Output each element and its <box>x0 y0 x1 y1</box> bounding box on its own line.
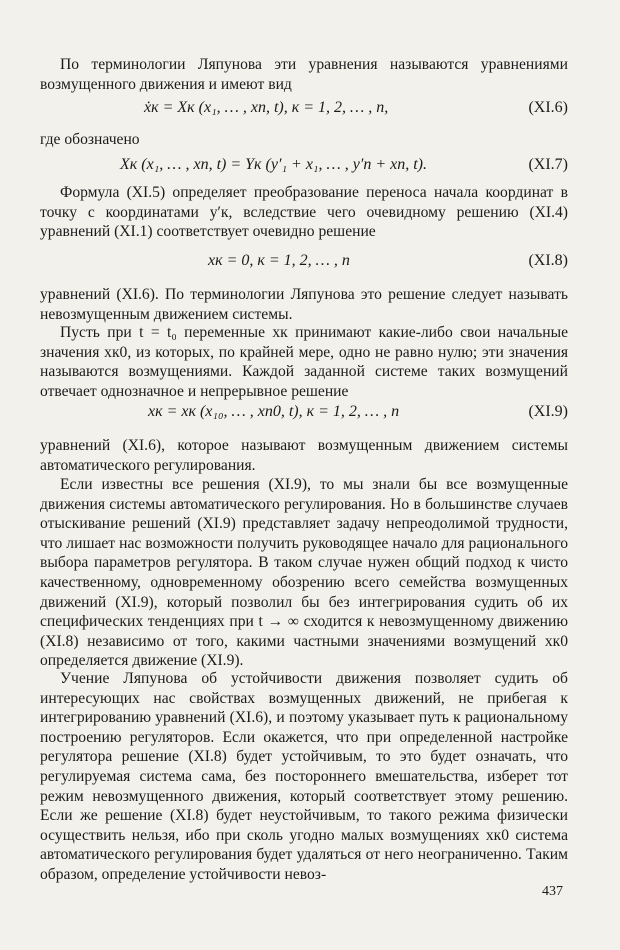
paragraph-perturbed-motion: уравнений (XI.6), которое называют возмущенным движением системы автоматического регулирования. <box>40 437 568 474</box>
paragraph-where-denoted: где обозначено <box>40 131 140 148</box>
formula-number: (XI.6) <box>528 99 568 116</box>
formula-number: (XI.9) <box>528 403 568 420</box>
formula-xi8 <box>40 252 568 276</box>
formula-xi9 <box>40 403 568 427</box>
formula-xi7 <box>40 156 568 180</box>
paragraph-lyapunov-stability: Учение Ляпунова об устойчивости движения позволяет судить об интересующих нас свойствах возмущенных движений, не прибегая к интегрированию уравнений (XI.6), и поэтому указывает путь к рациональному построению регуляторов. Если окажется, что при определенной настройке регулятора решение (XI.8) будет устойчивым, то это будет означать, что регулируемая система сама, без постороннего вмешательства, изберет тот режим невозмущенного движения, который соответствует этому решению. Если же решение (XI.8) будет неустойчивым, то такого режима физически осуществить нельзя, ибо при сколь угодно малых возмущениях xк0 система автоматического регулирования будет удаляться от него неограниченно. Таким образом, определение устойчивости невоз- <box>40 670 568 883</box>
formula-xi6 <box>40 99 568 123</box>
page-number: 437 <box>542 884 563 899</box>
formula-expression: xк = 0, к = 1, 2, … , n <box>208 252 350 269</box>
paragraph-formula-xi5: Формула (XI.5) определяет преобразование переноса начала координат в точку с координатами y′к, вследствие чего очевидному решению (XI.4) уравнений (XI.1) соответствует очевидно решение <box>40 184 568 241</box>
paragraph-if-known: Если известны все решения (XI.9), то мы знали бы все возмущенные движения системы автоматического регулирования. Но в большинстве случаев отыскивание решений (XI.9) представляет задачу непреодолимой трудности, что лишает нас возможности получить руководящее начало для рационального выбора параметров регулятора. В таком случае нужен общий подход к чисто качественному, одновременному обозрению всего семейства возмущенных движений (XI.9), который позволил бы без интегрирования судить об их специфических тенденциях при t → ∞ сходится к невозмущенному движению (XI.8) независимо от того, какими частными значениями возмущений xк0 определяется движение (XI.9). <box>40 476 568 670</box>
formula-number: (XI.7) <box>528 156 568 173</box>
paragraph-unperturbed: уравнений (XI.6). По терминологии Ляпунова это решение следует называть невозмущенным движением системы. <box>40 286 568 323</box>
formula-expression: xк = xк (x₁₀, … , xn0, t), к = 1, 2, … , n <box>148 403 400 420</box>
formula-expression: Xк (x₁, … , xn, t) = Yк (y′₁ + x₁, … , y′n + xn, t). <box>120 156 427 173</box>
paragraph-perturbations: Пусть при t = t₀ переменные xк принимают какие-либо свои начальные значения xк0, из которых, по крайней мере, одно не равно нулю; эти значения называются возмущениями. Каждой заданной системе таких возмущений отвечает однозначное и непрерывное решение <box>40 324 568 400</box>
formula-expression: ẋк = Xк (x₁, … , xn, t), к = 1, 2, … , n, <box>144 99 389 116</box>
paragraph-intro: По терминологии Ляпунова эти уравнения называются уравнениями возмущенного движения и имеют вид <box>40 56 568 93</box>
formula-number: (XI.8) <box>528 252 568 269</box>
